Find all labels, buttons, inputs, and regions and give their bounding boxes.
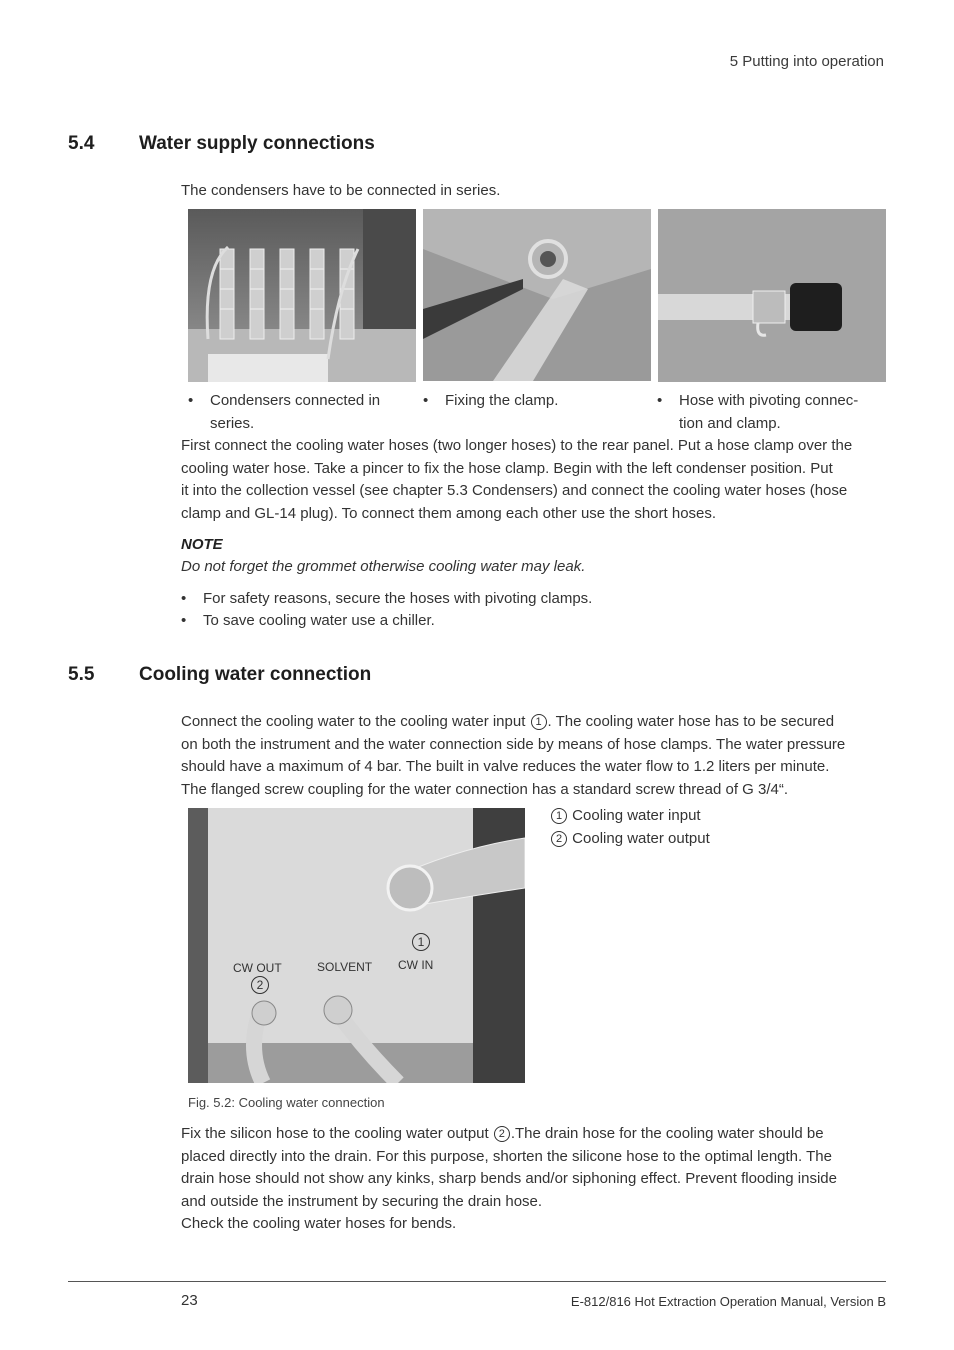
body-line: it into the collection vessel (see chapter 5.3 Condensers) and connect the cooling water hoses (hose bbox=[181, 482, 848, 499]
outro-line: and outside the instrument by securing the drain hose. bbox=[181, 1192, 543, 1210]
solvent-label: SOLVENT bbox=[317, 960, 373, 974]
outro-line: drain hose should not show any kinks, sharp bends and/or siphoning effect. Prevent flooding inside bbox=[181, 1170, 837, 1187]
list-item bbox=[181, 610, 781, 633]
fixing-clamp-photo bbox=[423, 209, 651, 381]
section-intro: The condensers have to be connected in series. bbox=[181, 182, 501, 199]
note-title: NOTE bbox=[181, 536, 223, 553]
body-line: cooling water hose. Take a pincer to fix the hose clamp. Begin with the left condenser position. Put bbox=[181, 459, 833, 477]
caption-line1: Hose with pivoting connec- bbox=[679, 392, 859, 409]
intro-line: on both the instrument and the water connection side by means of hose clamps. The water pressure bbox=[181, 735, 846, 753]
list-item-text: For safety reasons, secure the hoses with pivoting clamps. bbox=[203, 590, 593, 607]
body-line: clamp and GL-14 plug). To connect them among each other use the short hoses. bbox=[181, 504, 717, 522]
section-heading-5-5 bbox=[68, 664, 568, 688]
manual-title: E-812/816 Hot Extraction Operation Manual, Version B bbox=[570, 1294, 886, 1309]
section-intro bbox=[181, 711, 886, 801]
section-title: Cooling water connection bbox=[139, 664, 372, 685]
section-number: 5.5 bbox=[68, 664, 95, 685]
figure-caption: Fig. 5.2: Cooling water connection bbox=[188, 1095, 385, 1110]
legend-item bbox=[550, 828, 710, 851]
photo-marker-1: 1 bbox=[412, 933, 430, 951]
section-outro bbox=[181, 1123, 886, 1236]
figure-legend bbox=[550, 805, 710, 850]
body-line: First connect the cooling water hoses (two longer hoses) to the rear panel. Put a hose clamp over the bbox=[181, 437, 853, 454]
legend-marker: 1 bbox=[551, 808, 567, 824]
cooling-water-connection-photo bbox=[188, 808, 525, 1083]
cw-out-label: CW OUT bbox=[233, 961, 282, 975]
marker-2: 2 bbox=[494, 1126, 510, 1142]
photo-marker-2: 2 bbox=[251, 976, 269, 994]
condensers-photo bbox=[188, 209, 416, 382]
caption-line2: series. bbox=[210, 414, 255, 432]
bullet-marker: • bbox=[181, 612, 187, 629]
cw-in-label: CW IN bbox=[398, 958, 434, 972]
legend-label: Cooling water output bbox=[572, 829, 710, 847]
list-item bbox=[181, 588, 781, 611]
section-body bbox=[181, 435, 886, 525]
legend-label: Cooling water input bbox=[572, 807, 701, 824]
running-header: 5 Putting into operation bbox=[729, 53, 884, 70]
intro-line: should have a maximum of 4 bar. The built in valve reduces the water flow to 1.2 liters per minute. bbox=[181, 758, 830, 775]
bullet-marker: • bbox=[657, 392, 663, 409]
page-number: 23 bbox=[181, 1292, 198, 1309]
section-title: Water supply connections bbox=[139, 133, 375, 154]
marker-1: 1 bbox=[531, 714, 547, 730]
intro-line: The flanged screw coupling for the water connection has a standard screw thread of G 3/4“. bbox=[181, 780, 789, 798]
outro-line: Fix the silicon hose to the cooling water output 2 .The drain hose for the cooling water should be bbox=[181, 1125, 824, 1142]
caption-line1: Condensers connected in bbox=[210, 392, 381, 409]
list-item-text: To save cooling water use a chiller. bbox=[203, 612, 435, 629]
outro-line: placed directly into the drain. For this purpose, shorten the silicone hose to the optimal length. The bbox=[181, 1147, 832, 1165]
pivoting-hose-photo bbox=[658, 209, 886, 382]
legend-marker: 2 bbox=[551, 831, 567, 847]
intro-line: Connect the cooling water to the cooling water input 1 . The cooling water hose has to be secured bbox=[181, 713, 835, 730]
bullet-marker: • bbox=[188, 392, 194, 409]
photo-caption-3 bbox=[657, 390, 882, 436]
legend-item bbox=[550, 805, 710, 828]
section-heading-5-4 bbox=[68, 133, 568, 157]
outro-line: Check the cooling water hoses for bends. bbox=[181, 1215, 457, 1232]
photo-caption-1 bbox=[188, 390, 408, 436]
caption-line2: tion and clamp. bbox=[679, 414, 781, 432]
bullet-marker: • bbox=[181, 590, 187, 607]
section-number: 5.4 bbox=[68, 133, 95, 154]
photo-caption-2 bbox=[423, 390, 643, 436]
footer-divider bbox=[68, 1281, 886, 1282]
caption-line1: Fixing the clamp. bbox=[445, 392, 559, 409]
note-text: Do not forget the grommet otherwise cooling water may leak. bbox=[181, 558, 586, 575]
bullet-marker: • bbox=[423, 392, 429, 409]
